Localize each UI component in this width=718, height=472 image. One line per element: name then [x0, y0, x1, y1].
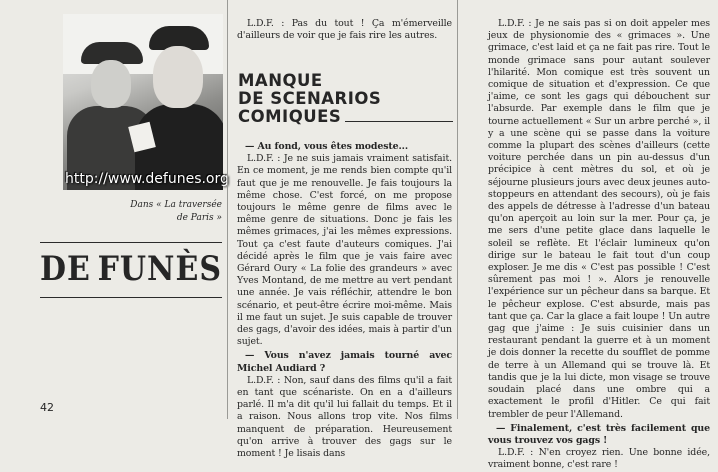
- heading-line-1: MANQUE: [238, 71, 323, 90]
- photo-caption: Dans « La traversée de Paris »: [130, 200, 222, 223]
- section-heading: [238, 72, 453, 126]
- question-paragraph: — Au fond, vous êtes modeste...: [245, 141, 408, 152]
- answer-paragraph: L.D.F. : Non, sauf dans des films qu'il a fait en tant que scénariste. On en a d'ailleurs parlé. Il m'a dit qu'il lui fallait du temps. Et il a raison. Nous allons trop vite. Nos films manquent de préparation. Heureusement qu'on arrive à trouver des gags sur le moment ! Je lisais dans: [237, 374, 452, 460]
- intro-paragraph: L.D.F. : Pas du tout ! Ça m'émerveille d'ailleurs de voir que je fais rire les autres.: [237, 18, 452, 42]
- middle-body-text: [237, 141, 452, 460]
- answer-paragraph: L.D.F. : Je ne suis jamais vraiment satisfait. En ce moment, je me rends bien compte qu'il faut que je me renouvelle. Je fais toujours la même chose. C'est forcé, on me propose toujours le même genre de films avec le même genre de situations. Donc je fais les mêmes grimaces, j'ai les mêmes expressions. Tout ça c'est faute d'auteurs comiques. J'ai décidé après le film que je vais faire avec Gérard Oury « La folie des grandeurs » avec Yves Montand, de me mettre au vert pendant une année. Je vais réfléchir, attendre le bon scénario, et peut-être écrire moi-même. Mais il me faut un sujet. Je suis capable de trouver des gags, d'avoir des idées, mais à partir d'un sujet.: [237, 153, 452, 348]
- answer-paragraph: L.D.F. : Je ne sais pas si on doit appeler mes jeux de physionomie des « grimaces ». Une grimace, c'est laid et ça ne fait pas rire. Tout le monde grimace sans pour autant soulever l'hilarité. Mon comique est très souvent un comique de situation et d'expression. Ce que j'aime, ce sont les gags qui débouchent sur l'absurde. Par exemple dans le film que je tourne actuellement « Sur un arbre perché », il y a une scène qui se passe dans la voiture comme la plupart des scènes d'ailleurs (cette voiture perchée dans un pin au-dessus d'un précipice à cent mètres du sol, et où je séjourne plusieurs jours avec deux jeunes auto-stoppeurs en attendant des secours), où je fais des appels de détresse à l'adresse d'un bateau qu'on aperçoit au loin sur la mer. Pour ça, je me sers d'une petite glace dans laquelle le soleil se reflète. Et l'éclair lumineux qu'on dirige sur le bateau le fait tout d'un coup exploser. Je me dis « C'est pas possible ! C'est sûrement pas moi ! ». Alors je renouvelle l'expérience sur un pêcheur dans sa barque. Et le pêcheur explose. C'est absurde, mais pas tant que ça. Car la glace a fait loupe ! Un autre gag que j'aime : Je suis cuisinier dans un restaurant pendant la guerre et à un moment je dois donner la recette du soufflet de pomme de terre à un Allemand qui se trouve là. Et tandis que je la lui dicte, mon visage se trouve soudain placé dans une ombre qui a exactement le profil d'Hitler. Ce qui fait trembler de peur l'Allemand.: [488, 18, 710, 420]
- right-body-text: [488, 18, 710, 472]
- page-title: [40, 250, 222, 290]
- title-rule-top: [40, 242, 222, 243]
- right-column: [457, 0, 718, 471]
- question-paragraph: — Vous n'avez jamais tourné avec Michel Audiard ?: [237, 350, 452, 374]
- heading-rule: [345, 121, 453, 122]
- heading-line-2: DE SCENARIOS: [238, 89, 382, 108]
- film-still-photo: [63, 14, 229, 190]
- left-column: [0, 0, 227, 419]
- intro-text: [237, 18, 452, 42]
- watermark-url: http://www.defunes.org: [65, 171, 229, 187]
- middle-column: [227, 0, 458, 460]
- title-rule-bottom: [40, 297, 222, 298]
- heading-line-3: COMIQUES: [238, 107, 342, 126]
- question-paragraph: — Finalement, c'est très facilement que vous trouvez vos gags !: [488, 422, 710, 446]
- title-word-de: DE: [40, 250, 91, 290]
- title-word-funes: FUNÈS: [97, 250, 222, 290]
- page-number: 42: [40, 401, 54, 414]
- answer-paragraph: L.D.F. : N'en croyez rien. Une bonne idée, vraiment bonne, c'est rare !: [488, 447, 710, 471]
